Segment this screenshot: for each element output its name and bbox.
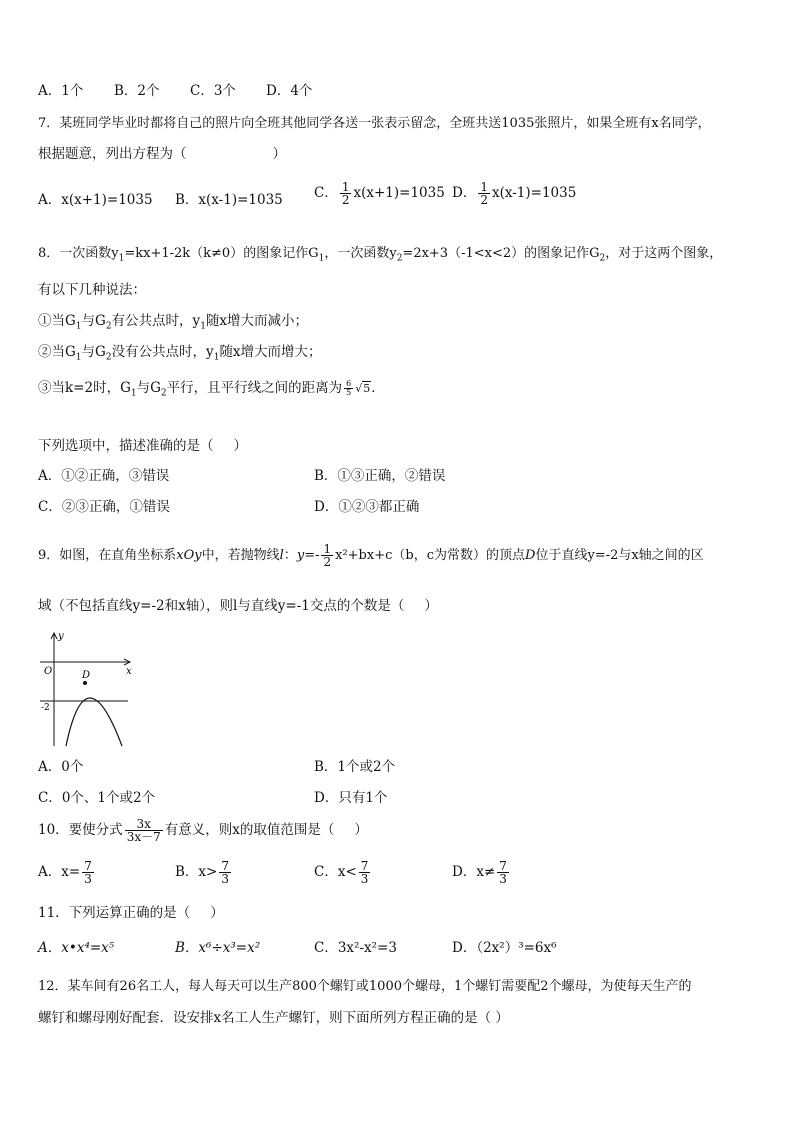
q9-option-a: A．0个 bbox=[38, 759, 84, 775]
q7-stem-line2: 根据题意，列出方程为（ ） bbox=[38, 146, 286, 162]
q12-stem-line2: 螺钉和螺母刚好配套．设安排x名工人生产螺钉，则下面所列方程正确的是（ ） bbox=[38, 1010, 509, 1026]
q8-stem-line1: 8．一次函数$y_1=kx+1-2k(k\ne 0)$的图象记作$G_1$，一次函数$y_2=2x+3(-1<x<2)$的图象记作$G_2$，对于这两个图象， bbox=[38, 246, 723, 264]
q6-option-c: C．3个 bbox=[190, 83, 236, 99]
q9-parabola bbox=[66, 698, 122, 746]
q11-option-c: C．3x²-x²=3 bbox=[314, 940, 397, 956]
q8-option-d: D．①②③都正确 bbox=[314, 499, 420, 515]
q6-option-b: B．2个 bbox=[114, 83, 160, 99]
q10-stem: 10．要使分式 $\frac{3x}{3x-7}$ 有意义，则x的取值范围是（ ） bbox=[38, 817, 368, 844]
q9-option-b: B．1个或2个 bbox=[314, 759, 396, 775]
q8-option-c: C．②③正确，①错误 bbox=[38, 499, 170, 515]
q10-option-c: C．x< $\frac{7}{3}$ bbox=[314, 859, 369, 886]
q9-option-c: C．0个、1个或2个 bbox=[38, 790, 156, 806]
q9-stem-line1: 9．如图，在直角坐标系xOy中，若抛物线l：y=- $\frac{1}{2}$ x²+bx+c（b，c为常数）的顶点D位于直线y=-2与x轴之间的区 bbox=[38, 542, 704, 569]
q6-option-a: A．1个 bbox=[38, 83, 84, 99]
q8-option-b: B．①③正确，②错误 bbox=[314, 468, 446, 484]
q10-option-d: D．x≠ $\frac{7}{3}$ bbox=[452, 859, 507, 886]
q9-vertex-D bbox=[83, 681, 87, 685]
q8-question: 下列选项中，描述准确的是（ ） bbox=[38, 438, 247, 454]
q9-label-D: D bbox=[82, 670, 91, 681]
q11-option-b: B．x⁶÷x³=x² bbox=[175, 940, 261, 956]
q8-stem-line2: 有以下几种说法： bbox=[38, 282, 146, 298]
q7-option-d: D． $\frac{1}{2}$ x(x-1)=1035 bbox=[452, 180, 577, 207]
q6-option-d: D．4个 bbox=[266, 83, 313, 99]
q8-option-a: A．①②正确，③错误 bbox=[38, 468, 170, 484]
q9-graph bbox=[38, 628, 138, 748]
q9-label-minus2: -2 bbox=[41, 703, 50, 713]
q8-statement-3: ③当k=2时，$G_1$与$G_2$平行，且平行线之间的距离为 $\frac{6}{5}$ √5． bbox=[38, 379, 385, 399]
q7-stem-line1: 7．某班同学毕业时都将自己的照片向全班其他同学各送一张表示留念，全班共送1035张照片，如果全班有x名同学， bbox=[38, 116, 711, 131]
q10-option-b: B．x> $\frac{7}{3}$ bbox=[175, 859, 229, 886]
q9-label-y: y bbox=[58, 631, 64, 642]
q7-option-b: B．x(x-1)=1035 bbox=[175, 192, 283, 208]
q9-label-x: x bbox=[126, 666, 132, 677]
q8-sqrt: √5 bbox=[355, 382, 371, 395]
q8-statement-1: ①当$G_1$与$G_2$有公共点时，$y_1$随x增大而减小； bbox=[38, 313, 309, 332]
q11-stem: 11．下列运算正确的是（ ） bbox=[38, 905, 224, 921]
q7-option-a: A．x(x+1)=1035 bbox=[38, 192, 153, 208]
q9-label-O: O bbox=[44, 666, 53, 677]
q10-option-a: A．x= $\frac{7}{3}$ bbox=[38, 859, 92, 886]
q8-statement-2: ②当$G_1$与$G_2$没有公共点时，$y_1$随x增大而增大； bbox=[38, 344, 322, 363]
q11-option-a: A．x•x⁴=x⁵ bbox=[38, 940, 115, 956]
q9-stem-line2: 域（不包括直线y=-2和x轴），则l与直线y=-1交点的个数是（ ） bbox=[38, 598, 438, 614]
q7-option-c: C． $\frac{1}{2}$ x(x+1)=1035 bbox=[314, 180, 445, 207]
q8-distance-fraction: $\frac{6}{5}$ bbox=[346, 379, 352, 397]
q11-option-d: D．（2x²）³=6x⁶ bbox=[452, 940, 557, 956]
q12-stem-line1: 12．某车间有26名工人，每人每天可以生产800个螺钉或1000个螺母，1个螺钉需要配2个螺母，为使每天生产的 bbox=[38, 979, 692, 994]
q9-option-d: D．只有1个 bbox=[314, 790, 388, 806]
